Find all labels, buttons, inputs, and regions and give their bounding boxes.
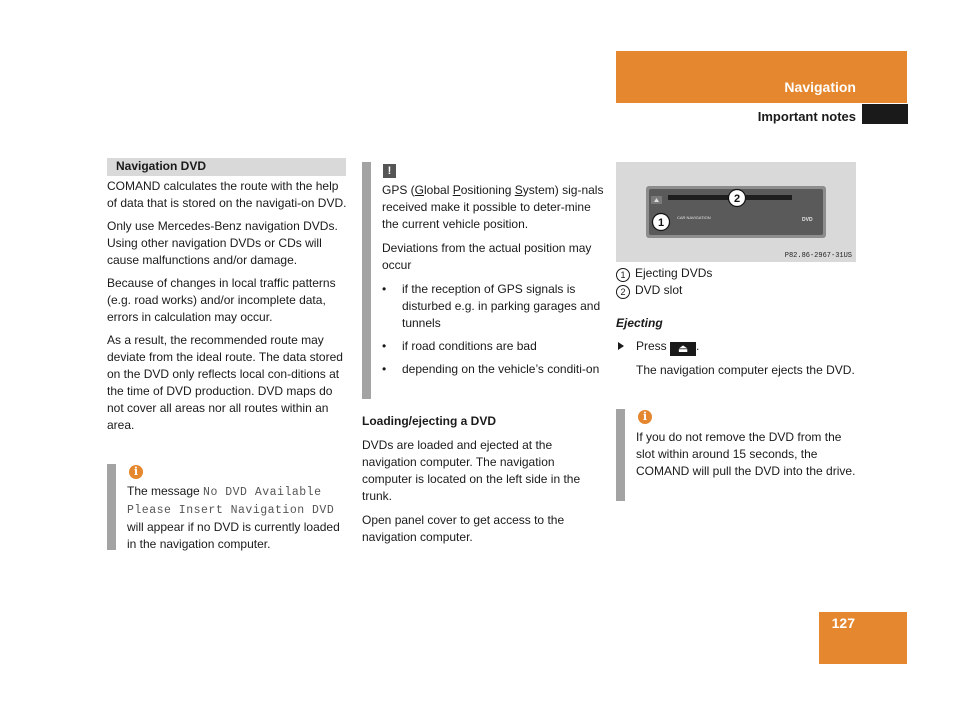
ejecting-heading: Ejecting [616, 316, 663, 330]
subsection-title: Important notes [757, 109, 856, 124]
section-title: Navigation [784, 79, 856, 95]
info-icon: i [129, 465, 143, 479]
note-bar [616, 409, 625, 501]
subsection-marker [862, 104, 908, 124]
paragraph: Open panel cover to get access to the navigation computer. [362, 513, 565, 544]
message-line-1: No DVD Available [203, 486, 322, 499]
paragraph: Because of changes in local traffic patterns (e.g. road works) and/or incomplete data, errors in calculation may occur. [107, 276, 336, 324]
navigation-unit-illustration [616, 162, 856, 262]
list-item: • depending on the vehicle’s conditi-on [382, 361, 604, 378]
triangle-right-icon [618, 342, 624, 350]
page-number: 127 [831, 615, 855, 631]
warning-icon: ! [383, 164, 396, 178]
paragraph: Only use Mercedes-Benz navigation DVDs. Using other navigation DVDs or CDs will cause malfunctions and/or damage. [107, 219, 338, 267]
legend-item: 2 DVD slot [616, 282, 856, 299]
note-bar [107, 464, 116, 550]
gps-paragraph: GPS (Global Positioning System) sig-nals received make it possible to deter-mine the current vehicle position. [382, 183, 604, 231]
eject-icon: ⏏ [670, 342, 696, 356]
figure-code: P82.86-2967-31US [784, 252, 852, 260]
heading-text: Navigation DVD [116, 159, 207, 173]
column-3 [616, 265, 856, 379]
step-result: The navigation computer ejects the DVD. [636, 363, 855, 377]
step-press-eject: Press ⏏ . [616, 338, 856, 356]
device-label: CAR NAVIGATION [677, 215, 711, 220]
message-line-2: Please Insert Navigation DVD [127, 504, 335, 517]
legend-item: 1 Ejecting DVDs [616, 265, 856, 282]
navigation-unit-figure [616, 162, 856, 262]
loading-section [362, 413, 604, 553]
info-icon: i [638, 410, 652, 424]
bullet-list [382, 281, 604, 378]
info-note-eject: If you do not remove the DVD from the slot within around 15 seconds, the COMAND will pull the DVD into the drive. [636, 430, 856, 478]
paragraph: Deviations from the actual position may occur [382, 241, 592, 272]
column-1 [107, 178, 347, 440]
callout-1: 1 [657, 217, 665, 229]
callout-2: 2 [733, 193, 741, 205]
warning-note [382, 182, 604, 384]
paragraph: As a result, the recommended route may deviate from the ideal route. The data stored on the DVD only reflects local con-ditions at the time of DVD production. DVD maps do not cover all areas nor all routes within an area. [107, 333, 343, 432]
dvd-logo: DVD [802, 217, 813, 223]
paragraph: COMAND calculates the route with the help of data that is stored on the navigati-on DVD. [107, 179, 347, 210]
loading-heading: Loading/ejecting a DVD [362, 414, 497, 428]
list-item: • if the reception of GPS signals is disturbed e.g. in parking garages and tunnels [382, 281, 604, 332]
info-note-dvd-message: The message No DVD Available Please Insert Navigation DVD will appear if no DVD is currently loaded in the navigation computer. [127, 484, 340, 551]
navigation-dvd-heading [107, 158, 346, 176]
paragraph: DVDs are loaded and ejected at the navigation computer. The navigation computer is located on the left side in the trunk. [362, 438, 581, 503]
list-item: • if road conditions are bad [382, 338, 604, 355]
warning-bar [362, 162, 371, 399]
